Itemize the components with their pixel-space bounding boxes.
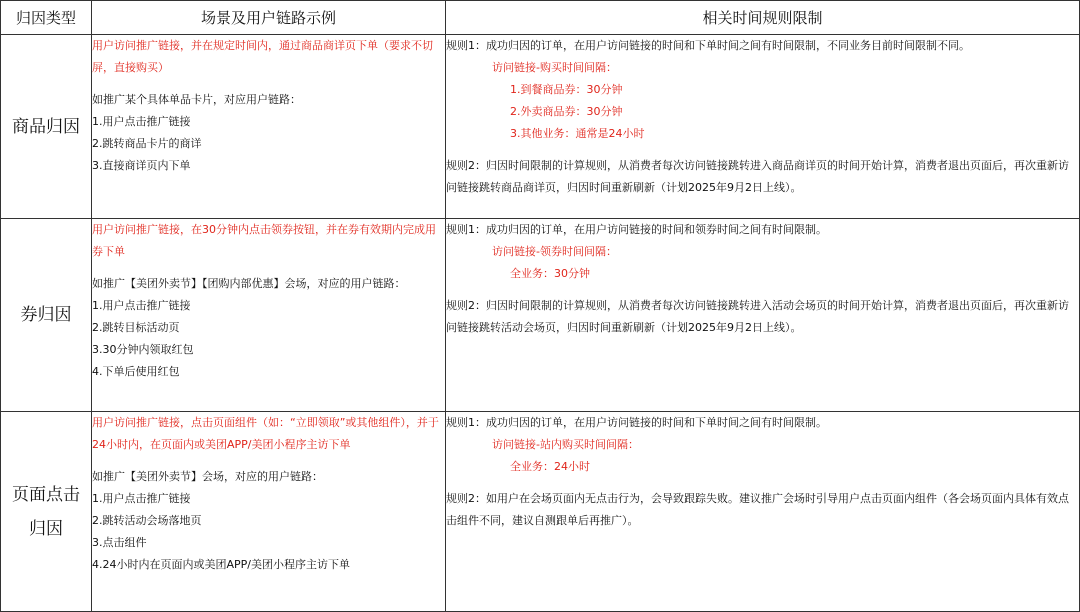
interval-title: 访问链接-购买时间间隔： xyxy=(492,61,617,74)
attribution-type: 券归因 xyxy=(1,219,92,412)
interval-item: 全业务：30分钟 xyxy=(510,267,590,280)
scenario-cell xyxy=(92,219,446,412)
header-rules: 相关时间规则限制 xyxy=(446,1,1080,35)
rule-2: 规则2：归因时间限制的计算规则，从消费者每次访问链接跳转进入活动会场页的时间开始计算，消费者退出页面后，再次重新访问链接跳转活动会场页，归因时间重新刷新（计划2025年9月2日上线）。 xyxy=(446,299,1069,334)
step-item: 1.用户点击推广链接 xyxy=(92,299,191,312)
table-row xyxy=(1,412,1080,612)
interval-title: 访问链接-站内购买时间间隔： xyxy=(492,438,639,451)
rule-2: 规则2：如用户在会场页面内无点击行为，会导致跟踪失败。建议推广会场时引导用户点击页面内组件（各会场页面内具体有效点击组件不同，建议自测跟单后再推广）。 xyxy=(446,492,1069,527)
step-item: 3.30分钟内领取红包 xyxy=(92,343,194,356)
step-item: 1.用户点击推广链接 xyxy=(92,492,191,505)
rule-1: 规则1：成功归因的订单，在用户访问链接的时间和下单时间之间有时间限制。 xyxy=(446,416,827,429)
scenario-cell xyxy=(92,412,446,612)
scenario-summary: 用户访问推广链接，在30分钟内点击领券按钮，并在券有效期内完成用券下单 xyxy=(92,223,436,258)
scenario-summary: 用户访问推广链接，点击页面组件（如：“立即领取”或其他组件），并于24小时内，在页面内或美团APP/美团小程序主访下单 xyxy=(92,416,439,451)
scenario-intro: 如推广【美团外卖节】【团购内部优惠】会场，对应的用户链路： xyxy=(92,277,406,290)
step-item: 2.跳转活动会场落地页 xyxy=(92,514,202,527)
table-row xyxy=(1,35,1080,219)
rule-1: 规则1：成功归因的订单，在用户访问链接的时间和下单时间之间有时间限制，不同业务目前时间限制不同。 xyxy=(446,39,970,52)
header-row xyxy=(1,1,1080,35)
scenario-intro: 如推广【美团外卖节】会场，对应的用户链路： xyxy=(92,470,323,483)
step-item: 3.直接商详页内下单 xyxy=(92,159,191,172)
interval-title: 访问链接-领券时间间隔： xyxy=(492,245,617,258)
step-item: 4.下单后使用红包 xyxy=(92,365,180,378)
scenario-cell xyxy=(92,35,446,219)
attribution-type: 页面点击归因 xyxy=(1,412,92,612)
interval-item: 全业务：24小时 xyxy=(510,460,590,473)
scenario-summary: 用户访问推广链接，并在规定时间内，通过商品商详页下单（要求不切屏，直接购买） xyxy=(92,39,433,74)
rule-2: 规则2：归因时间限制的计算规则，从消费者每次访问链接跳转进入商品商详页的时间开始计算，消费者退出页面后，再次重新访问链接跳转商品商详页，归因时间重新刷新（计划2025年9月2日上线）。 xyxy=(446,159,1069,194)
header-scenario: 场景及用户链路示例 xyxy=(92,1,446,35)
step-item: 2.跳转目标活动页 xyxy=(92,321,180,334)
rules-cell xyxy=(446,35,1080,219)
rules-cell xyxy=(446,412,1080,612)
interval-item: 2.外卖商品券：30分钟 xyxy=(510,105,623,118)
step-item: 1.用户点击推广链接 xyxy=(92,115,191,128)
scenario-intro: 如推广某个具体单品卡片，对应用户链路： xyxy=(92,93,301,106)
interval-item: 3.其他业务：通常是24小时 xyxy=(510,127,645,140)
attribution-type: 商品归因 xyxy=(1,35,92,219)
step-item: 4.24小时内在页面内或美团APP/美团小程序主访下单 xyxy=(92,558,350,571)
step-item: 2.跳转商品卡片的商详 xyxy=(92,137,202,150)
rule-1: 规则1：成功归因的订单，在用户访问链接的时间和领券时间之间有时间限制。 xyxy=(446,223,827,236)
rules-cell xyxy=(446,219,1080,412)
header-type: 归因类型 xyxy=(1,1,92,35)
interval-item: 1.到餐商品券：30分钟 xyxy=(510,83,623,96)
table-row xyxy=(1,219,1080,412)
step-item: 3.点击组件 xyxy=(92,536,147,549)
